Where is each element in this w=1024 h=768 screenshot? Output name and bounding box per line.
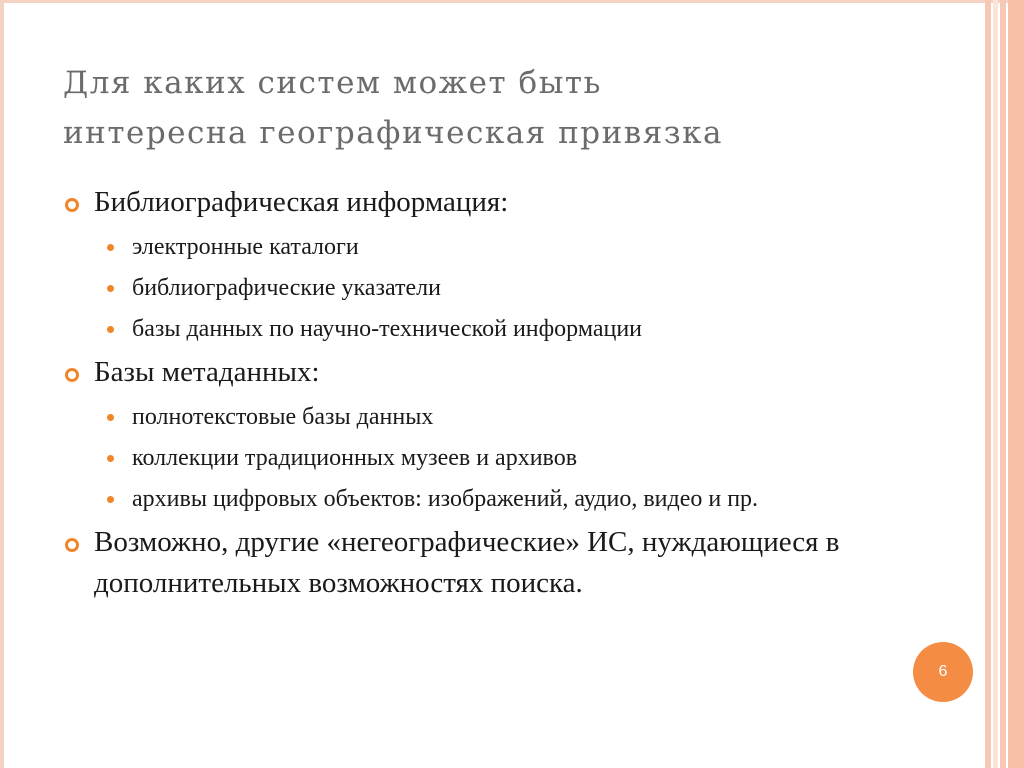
slide-content	[63, 182, 923, 604]
dot-bullet-icon	[107, 244, 114, 251]
top-border	[0, 0, 1024, 3]
ring-bullet-icon	[65, 198, 79, 212]
bullet-text: Базы метаданных:	[94, 356, 320, 388]
bullet-level2	[63, 401, 923, 434]
left-border	[0, 0, 4, 768]
bullet-text: коллекции традиционных музеев и архивов	[132, 445, 578, 471]
title-line: интересна географическая привязка	[63, 115, 724, 151]
bullet-text: Библиографическая информация:	[94, 186, 509, 218]
bullet-level1	[63, 522, 864, 604]
dot-bullet-icon	[107, 455, 114, 462]
ring-bullet-icon	[65, 368, 79, 382]
bullet-level2	[63, 231, 923, 264]
page-number: 6	[938, 663, 948, 680]
bullet-level2	[63, 483, 832, 516]
bullet-level1	[63, 352, 923, 393]
page-number-badge	[913, 642, 973, 702]
bullet-text: архивы цифровых объектов: изображений, аудио, видео и пр.	[132, 486, 759, 512]
bullet-level1	[63, 182, 923, 223]
dot-bullet-icon	[107, 285, 114, 292]
right-stripe	[993, 0, 998, 768]
bullet-text: электронные каталоги	[132, 234, 359, 260]
title-line: Для каких систем может быть	[63, 65, 602, 101]
bullet-text: Возможно, другие «негеографические» ИС, нуждающиеся в дополнительных возможностях поиска.	[94, 526, 840, 599]
right-stripe	[1008, 0, 1024, 768]
right-stripe	[985, 0, 991, 768]
dot-bullet-icon	[107, 326, 114, 333]
bullet-level2	[63, 442, 923, 475]
dot-bullet-icon	[107, 496, 114, 503]
bullet-text: базы данных по научно-технической информации	[132, 316, 643, 342]
bullet-text: полнотекстовые базы данных	[132, 404, 434, 430]
dot-bullet-icon	[107, 414, 114, 421]
bullet-text: библиографические указатели	[132, 275, 441, 301]
slide-title	[63, 58, 943, 158]
bullet-level2	[63, 272, 923, 305]
ring-bullet-icon	[65, 538, 79, 552]
bullet-level2	[63, 313, 923, 346]
right-stripe	[1000, 0, 1006, 768]
